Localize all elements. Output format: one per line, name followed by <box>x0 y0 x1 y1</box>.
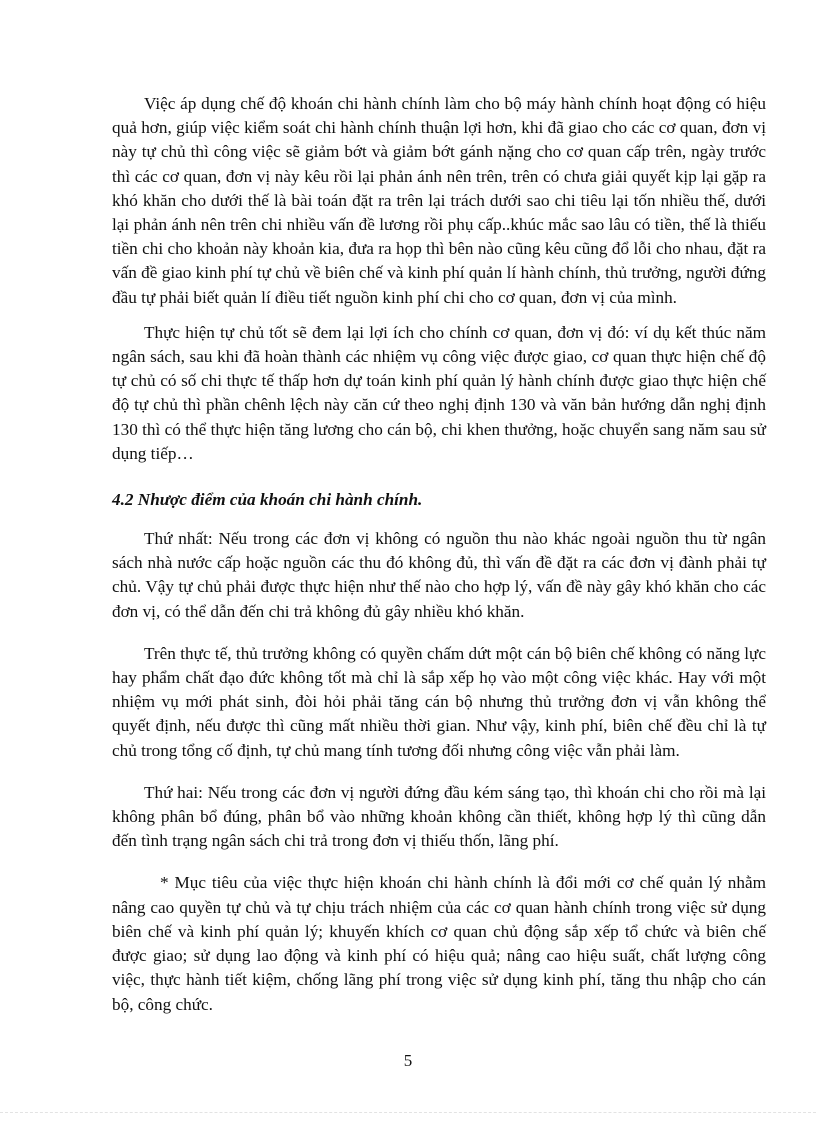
paragraph-reality <box>112 642 766 763</box>
paragraph-self-management <box>112 321 766 466</box>
paragraph-second-drawback <box>112 781 766 854</box>
page-number: 5 <box>403 1051 413 1070</box>
section-heading: 4.2 Nhược điểm của khoán chi hành chính. <box>112 490 423 510</box>
paragraph-reality-text: Trên thực tế, thủ trưởng không có quyền chấm dứt một cán bộ biên chế không có năng lực hay phẩm chất đạo đức không tốt mà chỉ là sắp xếp họ vào một công việc khác. Hay với một nhiệm vụ mới phát sinh, đòi hỏi phải tăng cán bộ nhưng thủ trưởng đơn vị vẫn không thể quyết định, nếu được thì cũng mất nhiều thời gian. Như vậy, kinh phí, biên chế đều chỉ là tự chủ trong tổng cố định, tự chủ mang tính tương đối nhưng công việc vẫn phải làm. <box>112 643 766 760</box>
paragraph-objective <box>112 871 766 1016</box>
paragraph-second-drawback-text: Thứ hai: Nếu trong các đơn vị người đứng đầu kém sáng tạo, thì khoán chi cho rồi mà lại không phân bổ đúng, phân bổ vào những khoản không cần thiết, không hợp lý thì cũng dẫn đến tình trạng ngân sách chi trả trong đơn vị thiếu thốn, lãng phí. <box>112 782 766 851</box>
page-bottom-divider <box>0 1112 816 1113</box>
paragraph-first-drawback <box>112 527 766 624</box>
paragraph-benefits <box>112 92 766 310</box>
paragraph-benefits-text: Việc áp dụng chế độ khoán chi hành chính làm cho bộ máy hành chính hoạt động có hiệu quả hơn, giúp việc kiểm soát chi hành chính thuận lợi hơn, khi đã giao cho các cơ quan, đơn vị này tự chủ thì công việc sẽ giảm bớt và giảm bớt gánh nặng cho cơ quan cấp trên, ngày trước thì các cơ quan, đơn vị này kêu rồi lại phản ánh nên trên, trên có chưa giải quyết kịp lại gặp ra khó khăn cho dưới thế là bài toán đặt ra trên lại trách dưới sao chi tiêu lại tốn nhiều thế, dưới lại phản ánh nên trên chi nhiều vấn đề lương rồi phụ cấp..khúc mắc sao lâu có tiền, thế là thiếu tiền chi cho khoản này khoản kia, đưa ra họp thì bên nào cũng kêu cũng đổ lỗi cho nhau, đặt ra vấn đề giao kinh phí tự chủ về biên chế và kinh phí quản lí hành chính, thủ trưởng, người đứng đầu tự phải biết quản lí điều tiết nguồn kinh phí chi cho cơ quan, đơn vị của mình. <box>112 94 766 307</box>
paragraph-first-drawback-text: Thứ nhất: Nếu trong các đơn vị không có nguồn thu nào khác ngoài nguồn thu từ ngân sách nhà nước cấp hoặc nguồn các thu đó không đủ, thì vấn đề đặt ra các đơn vị đành phải tự chủ. Vậy tự chủ phải được thực hiện như thế nào cho hợp lý, vấn đề này gây khó khăn cho các đơn vị, có thể dẫn đến chi trả không đủ gây nhiều khó khăn. <box>112 529 766 621</box>
paragraph-objective-text: * Mục tiêu của việc thực hiện khoán chi hành chính là đổi mới cơ chế quản lý nhằm nâng cao quyền tự chủ và tự chịu trách nhiệm của các cơ quan hành chính trong việc sử dụng biên chế và kinh phí quản lý; khuyến khích cơ quan chủ động sắp xếp tổ chức và biên chế được giao; sử dụng lao động và kinh phí có hiệu quả; nâng cao hiệu suất, chất lượng công việc, thực hành tiết kiệm, chống lãng phí trong việc sử dụng kinh phí, tăng thu nhập cho cán bộ, công chức. <box>112 873 766 1014</box>
page-body <box>112 92 766 1017</box>
paragraph-self-management-text: Thực hiện tự chủ tốt sẽ đem lại lợi ích cho chính cơ quan, đơn vị đó: ví dụ kết thúc năm ngân sách, sau khi đã hoàn thành các nhiệm vụ công việc được giao, cơ quan thực hiện chế độ tự chủ có số chi thực tế thấp hơn dự toán kinh phí quản lý hành chính được giao thực hiện chế độ tự chủ thì phần chênh lệch này căn cứ theo nghị định 130 và văn bản hướng dẫn nghị định 130 thì có thể thực hiện tăng lương cho cán bộ, chi khen thưởng, hoặc chuyển sang năm sau sử dụng tiếp… <box>112 322 766 463</box>
